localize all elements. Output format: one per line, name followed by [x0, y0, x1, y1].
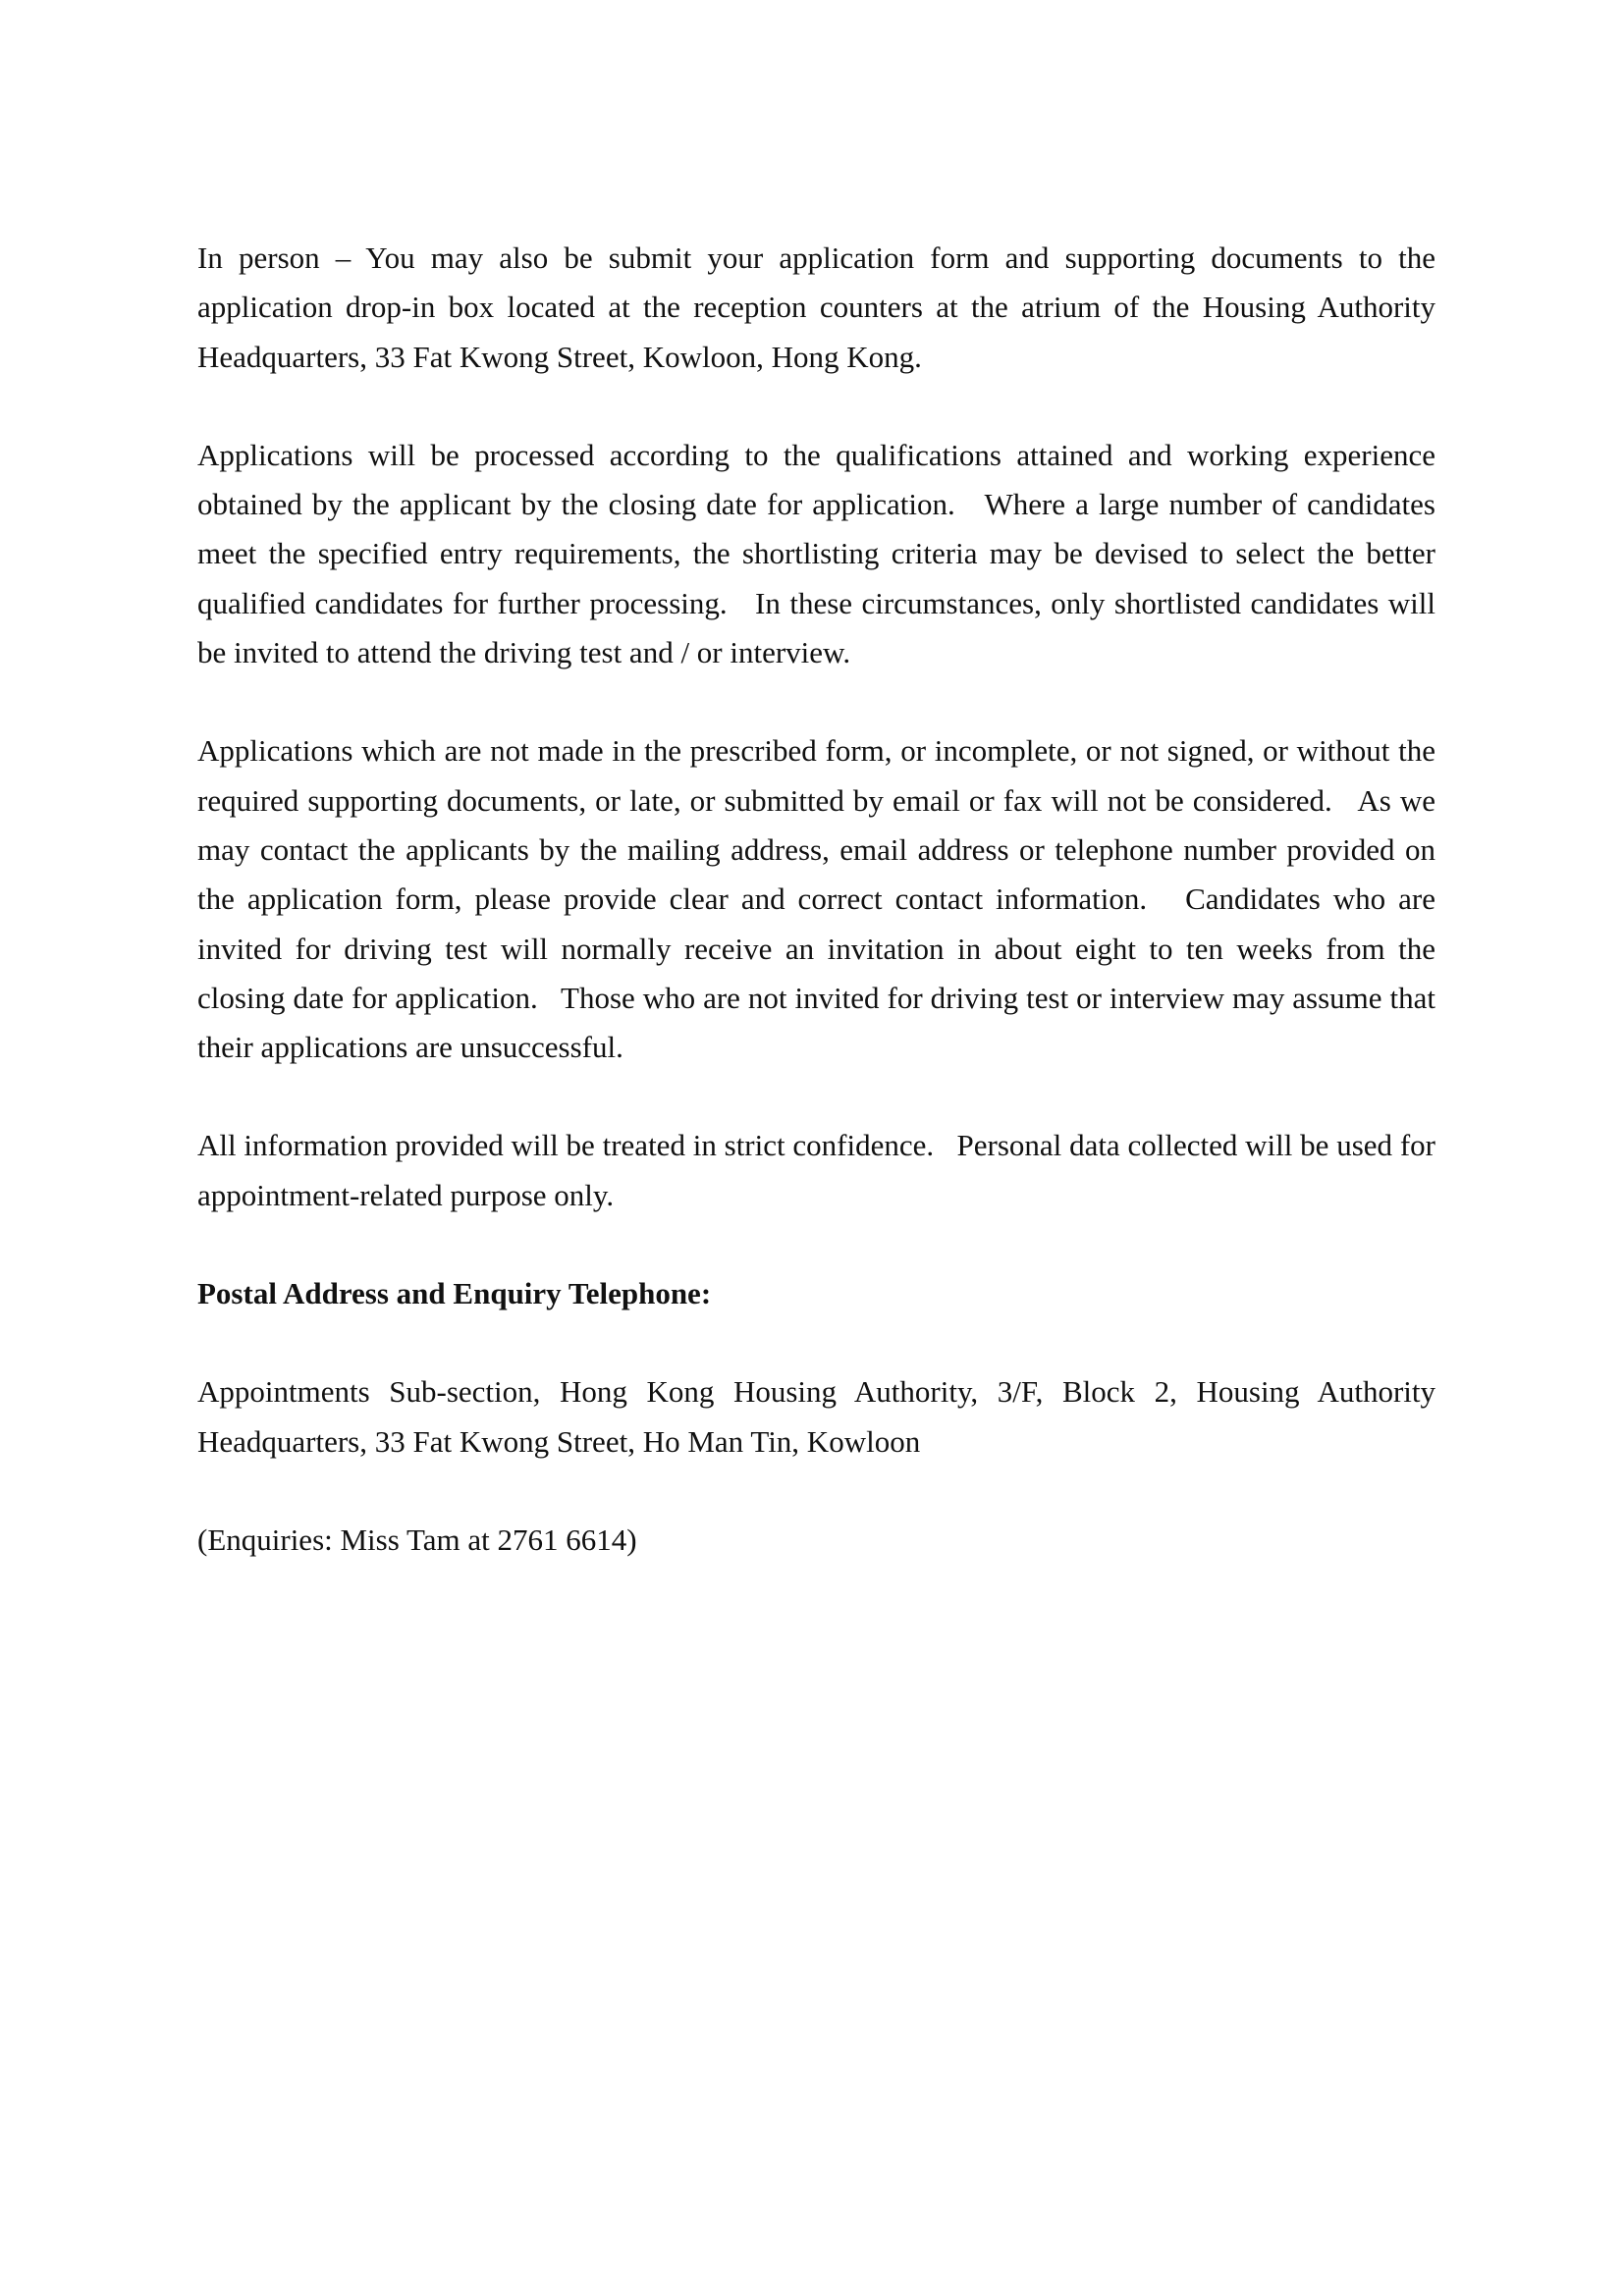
document-page — [197, 234, 1435, 1565]
paragraph-applications-not-considered: Applications which are not made in the prescribed form, or incomplete, or not signed, or without the required supporting documents, or late, or submitted by email or fax will not be considered. As we may contact the applicants by the mailing address, email address or telephone number provided on the application form, please provide clear and correct contact information. Candidates who are invited for driving test will normally receive an invitation in about eight to ten weeks from the closing date for application. Those who are not invited for driving test or interview may assume that their applications are unsuccessful. — [197, 733, 1435, 1065]
paragraph-confidentiality: All information provided will be treated in strict confidence. Personal data collected will be used for appointment-related purpose only. — [197, 1128, 1435, 1212]
postal-address: Appointments Sub-section, Hong Kong Housing Authority, 3/F, Block 2, Housing Authority Headquarters, 33 Fat Kwong Street, Ho Man Tin, Kowloon — [197, 1374, 1435, 1459]
paragraph-in-person: In person – You may also be submit your application form and supporting documents to the application drop-in box located at the reception counters at the atrium of the Housing Authority Headquarters, 33 Fat Kwong Street, Kowloon, Hong Kong. — [197, 240, 1435, 374]
enquiry-telephone: (Enquiries: Miss Tam at 2761 6614) — [197, 1522, 637, 1557]
contact-heading: Postal Address and Enquiry Telephone: — [197, 1276, 712, 1311]
paragraph-application-processing: Applications will be processed according to the qualifications attained and working experience obtained by the applicant by the closing date for application. Where a large number of candidates meet the specified entry requirements, the shortlisting criteria may be devised to select the better qualified candidates for further processing. In these circumstances, only shortlisted candidates will be invited to attend the driving test and / or interview. — [197, 437, 1435, 670]
